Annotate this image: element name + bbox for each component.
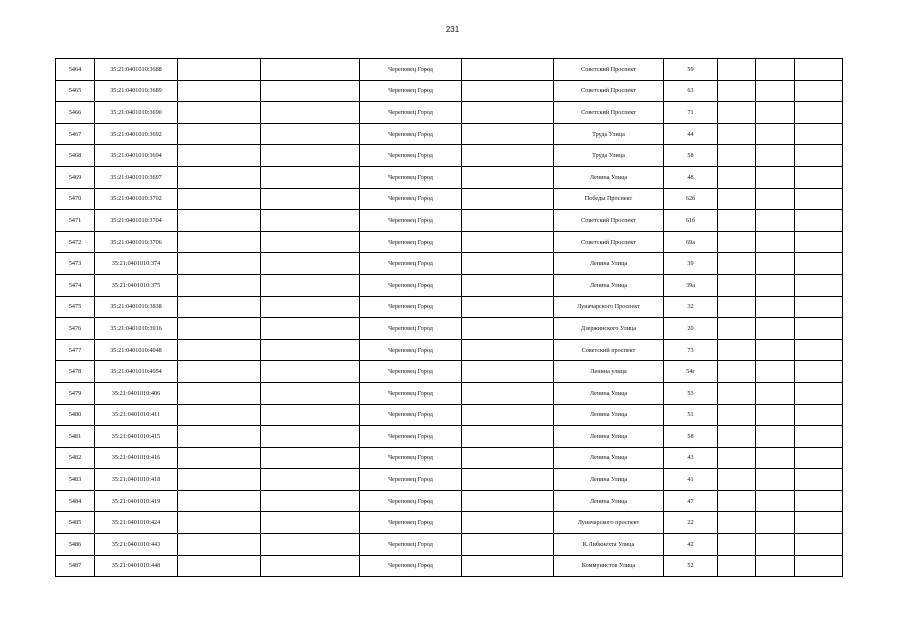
empty-cell bbox=[462, 361, 554, 383]
house-number-cell: 59 bbox=[664, 59, 718, 81]
table-row bbox=[56, 318, 843, 340]
cadastral-number-cell: 35:21:0401010:3692 bbox=[95, 123, 178, 145]
row-number-cell: 5486 bbox=[56, 534, 95, 556]
empty-cell bbox=[718, 318, 756, 340]
empty-cell bbox=[178, 210, 261, 232]
empty-cell bbox=[462, 447, 554, 469]
street-cell: К.Либкнехта Улица bbox=[554, 534, 664, 556]
city-cell: Череповец Город bbox=[360, 166, 462, 188]
city-cell: Череповец Город bbox=[360, 59, 462, 81]
row-number-cell: 5464 bbox=[56, 59, 95, 81]
row-number-cell: 5470 bbox=[56, 188, 95, 210]
street-cell: Луначарского Проспект bbox=[554, 296, 664, 318]
street-cell: Коммунистов Улица bbox=[554, 555, 664, 577]
empty-cell bbox=[718, 253, 756, 275]
empty-cell bbox=[795, 231, 843, 253]
empty-cell bbox=[795, 469, 843, 491]
empty-cell bbox=[178, 469, 261, 491]
cadastral-number-cell: 35:21:0401010:3702 bbox=[95, 188, 178, 210]
empty-cell bbox=[718, 166, 756, 188]
city-cell: Череповец Город bbox=[360, 188, 462, 210]
empty-cell bbox=[795, 512, 843, 534]
row-number-cell: 5479 bbox=[56, 382, 95, 404]
empty-cell bbox=[795, 426, 843, 448]
cadastral-number-cell: 35:21:0401010:4054 bbox=[95, 361, 178, 383]
empty-cell bbox=[261, 469, 360, 491]
empty-cell bbox=[756, 361, 795, 383]
empty-cell bbox=[178, 339, 261, 361]
empty-cell bbox=[756, 166, 795, 188]
empty-cell bbox=[178, 145, 261, 167]
city-cell: Череповец Город bbox=[360, 123, 462, 145]
empty-cell bbox=[261, 123, 360, 145]
row-number-cell: 5466 bbox=[56, 102, 95, 124]
city-cell: Череповец Город bbox=[360, 404, 462, 426]
row-number-cell: 5467 bbox=[56, 123, 95, 145]
empty-cell bbox=[261, 361, 360, 383]
empty-cell bbox=[795, 210, 843, 232]
street-cell: Победы Проспект bbox=[554, 188, 664, 210]
table-body bbox=[56, 59, 843, 577]
street-cell: Советский проспект bbox=[554, 339, 664, 361]
empty-cell bbox=[795, 123, 843, 145]
empty-cell bbox=[718, 469, 756, 491]
page-number: 231 bbox=[445, 25, 460, 34]
empty-cell bbox=[462, 188, 554, 210]
empty-cell bbox=[261, 80, 360, 102]
table-row bbox=[56, 188, 843, 210]
city-cell: Череповец Город bbox=[360, 80, 462, 102]
house-number-cell: 32 bbox=[664, 296, 718, 318]
empty-cell bbox=[795, 339, 843, 361]
row-number-cell: 5481 bbox=[56, 426, 95, 448]
empty-cell bbox=[756, 404, 795, 426]
empty-cell bbox=[178, 253, 261, 275]
street-cell: Луначарского проспект bbox=[554, 512, 664, 534]
empty-cell bbox=[462, 469, 554, 491]
row-number-cell: 5476 bbox=[56, 318, 95, 340]
house-number-cell: 73 bbox=[664, 339, 718, 361]
cadastral-number-cell: 35:21:0401010:3697 bbox=[95, 166, 178, 188]
empty-cell bbox=[718, 296, 756, 318]
city-cell: Череповец Город bbox=[360, 447, 462, 469]
street-cell: Ленина Улица bbox=[554, 426, 664, 448]
empty-cell bbox=[462, 80, 554, 102]
cadastral-number-cell: 35:21:0401010:3916 bbox=[95, 318, 178, 340]
empty-cell bbox=[756, 426, 795, 448]
empty-cell bbox=[261, 231, 360, 253]
empty-cell bbox=[718, 339, 756, 361]
empty-cell bbox=[462, 59, 554, 81]
empty-cell bbox=[718, 426, 756, 448]
cadastral-number-cell: 35:21:0401010:3694 bbox=[95, 145, 178, 167]
empty-cell bbox=[795, 534, 843, 556]
empty-cell bbox=[756, 512, 795, 534]
empty-cell bbox=[795, 274, 843, 296]
table-row bbox=[56, 490, 843, 512]
street-cell: Труда Улица bbox=[554, 123, 664, 145]
empty-cell bbox=[756, 102, 795, 124]
cadastral-number-cell: 35:21:0401010:3838 bbox=[95, 296, 178, 318]
empty-cell bbox=[462, 382, 554, 404]
city-cell: Череповец Город bbox=[360, 296, 462, 318]
empty-cell bbox=[178, 534, 261, 556]
row-number-cell: 5483 bbox=[56, 469, 95, 491]
house-number-cell: 52 bbox=[664, 555, 718, 577]
empty-cell bbox=[756, 253, 795, 275]
empty-cell bbox=[462, 210, 554, 232]
row-number-cell: 5478 bbox=[56, 361, 95, 383]
empty-cell bbox=[178, 80, 261, 102]
empty-cell bbox=[178, 274, 261, 296]
registry-table bbox=[55, 58, 843, 577]
empty-cell bbox=[718, 59, 756, 81]
empty-cell bbox=[462, 145, 554, 167]
house-number-cell: 20 bbox=[664, 318, 718, 340]
table-row bbox=[56, 274, 843, 296]
house-number-cell: 62б bbox=[664, 188, 718, 210]
house-number-cell: 43 bbox=[664, 447, 718, 469]
empty-cell bbox=[261, 426, 360, 448]
empty-cell bbox=[718, 490, 756, 512]
empty-cell bbox=[756, 274, 795, 296]
empty-cell bbox=[178, 296, 261, 318]
street-cell: Советский Проспект bbox=[554, 210, 664, 232]
empty-cell bbox=[756, 123, 795, 145]
cadastral-number-cell: 35:21:0401010:3704 bbox=[95, 210, 178, 232]
city-cell: Череповец Город bbox=[360, 274, 462, 296]
empty-cell bbox=[756, 469, 795, 491]
table-row bbox=[56, 404, 843, 426]
street-cell: Ленина Улица bbox=[554, 404, 664, 426]
empty-cell bbox=[462, 490, 554, 512]
cadastral-number-cell: 35:21:0401010:375 bbox=[95, 274, 178, 296]
empty-cell bbox=[756, 382, 795, 404]
empty-cell bbox=[261, 296, 360, 318]
city-cell: Череповец Город bbox=[360, 318, 462, 340]
empty-cell bbox=[462, 102, 554, 124]
row-number-cell: 5473 bbox=[56, 253, 95, 275]
empty-cell bbox=[718, 188, 756, 210]
empty-cell bbox=[756, 145, 795, 167]
empty-cell bbox=[756, 59, 795, 81]
cadastral-number-cell: 35:21:0401010:406 bbox=[95, 382, 178, 404]
cadastral-number-cell: 35:21:0401010:3689 bbox=[95, 80, 178, 102]
table-row bbox=[56, 555, 843, 577]
table-row bbox=[56, 59, 843, 81]
street-cell: Советский Проспект bbox=[554, 102, 664, 124]
table-row bbox=[56, 166, 843, 188]
house-number-cell: 54г bbox=[664, 361, 718, 383]
empty-cell bbox=[462, 512, 554, 534]
city-cell: Череповец Город bbox=[360, 210, 462, 232]
street-cell: Ленина Улица bbox=[554, 490, 664, 512]
empty-cell bbox=[462, 166, 554, 188]
street-cell: Советский Проспект bbox=[554, 231, 664, 253]
empty-cell bbox=[756, 80, 795, 102]
cadastral-number-cell: 35:21:0401010:424 bbox=[95, 512, 178, 534]
empty-cell bbox=[795, 102, 843, 124]
table-row bbox=[56, 339, 843, 361]
cadastral-number-cell: 35:21:0401010:419 bbox=[95, 490, 178, 512]
table-row bbox=[56, 102, 843, 124]
empty-cell bbox=[795, 296, 843, 318]
house-number-cell: 63 bbox=[664, 80, 718, 102]
cadastral-number-cell: 35:21:0401010:4048 bbox=[95, 339, 178, 361]
empty-cell bbox=[462, 404, 554, 426]
empty-cell bbox=[718, 361, 756, 383]
empty-cell bbox=[795, 382, 843, 404]
empty-cell bbox=[718, 80, 756, 102]
city-cell: Череповец Город bbox=[360, 382, 462, 404]
street-cell: Ленина Улица bbox=[554, 253, 664, 275]
empty-cell bbox=[795, 447, 843, 469]
empty-cell bbox=[462, 274, 554, 296]
empty-cell bbox=[261, 512, 360, 534]
empty-cell bbox=[178, 404, 261, 426]
empty-cell bbox=[795, 555, 843, 577]
city-cell: Череповец Город bbox=[360, 339, 462, 361]
row-number-cell: 5482 bbox=[56, 447, 95, 469]
table-row bbox=[56, 382, 843, 404]
empty-cell bbox=[795, 166, 843, 188]
street-cell: Ленина Улица bbox=[554, 382, 664, 404]
empty-cell bbox=[462, 426, 554, 448]
cadastral-number-cell: 35:21:0401010:3690 bbox=[95, 102, 178, 124]
empty-cell bbox=[756, 318, 795, 340]
row-number-cell: 5469 bbox=[56, 166, 95, 188]
empty-cell bbox=[795, 59, 843, 81]
empty-cell bbox=[178, 361, 261, 383]
table-row bbox=[56, 447, 843, 469]
empty-cell bbox=[178, 231, 261, 253]
empty-cell bbox=[261, 145, 360, 167]
table-row bbox=[56, 253, 843, 275]
house-number-cell: 39 bbox=[664, 253, 718, 275]
empty-cell bbox=[718, 102, 756, 124]
empty-cell bbox=[261, 318, 360, 340]
row-number-cell: 5472 bbox=[56, 231, 95, 253]
city-cell: Череповец Город bbox=[360, 102, 462, 124]
empty-cell bbox=[795, 145, 843, 167]
empty-cell bbox=[178, 102, 261, 124]
empty-cell bbox=[462, 123, 554, 145]
empty-cell bbox=[795, 188, 843, 210]
empty-cell bbox=[718, 382, 756, 404]
empty-cell bbox=[718, 404, 756, 426]
house-number-cell: 71 bbox=[664, 102, 718, 124]
city-cell: Череповец Город bbox=[360, 555, 462, 577]
city-cell: Череповец Город bbox=[360, 231, 462, 253]
empty-cell bbox=[261, 382, 360, 404]
empty-cell bbox=[462, 318, 554, 340]
table-row bbox=[56, 469, 843, 491]
empty-cell bbox=[795, 80, 843, 102]
empty-cell bbox=[178, 490, 261, 512]
house-number-cell: 58 bbox=[664, 145, 718, 167]
row-number-cell: 5465 bbox=[56, 80, 95, 102]
empty-cell bbox=[261, 490, 360, 512]
empty-cell bbox=[261, 555, 360, 577]
row-number-cell: 5484 bbox=[56, 490, 95, 512]
empty-cell bbox=[261, 210, 360, 232]
row-number-cell: 5468 bbox=[56, 145, 95, 167]
house-number-cell: 48 bbox=[664, 166, 718, 188]
house-number-cell: 39а bbox=[664, 274, 718, 296]
empty-cell bbox=[178, 188, 261, 210]
empty-cell bbox=[178, 555, 261, 577]
house-number-cell: 69а bbox=[664, 231, 718, 253]
empty-cell bbox=[756, 210, 795, 232]
cadastral-number-cell: 35:21:0401010:3706 bbox=[95, 231, 178, 253]
city-cell: Череповец Город bbox=[360, 361, 462, 383]
street-cell: Ленина Улица bbox=[554, 469, 664, 491]
city-cell: Череповец Город bbox=[360, 469, 462, 491]
empty-cell bbox=[756, 339, 795, 361]
table-row bbox=[56, 210, 843, 232]
cadastral-number-cell: 35:21:0401010:3688 bbox=[95, 59, 178, 81]
row-number-cell: 5477 bbox=[56, 339, 95, 361]
table-row bbox=[56, 426, 843, 448]
empty-cell bbox=[756, 490, 795, 512]
empty-cell bbox=[178, 166, 261, 188]
house-number-cell: 47 bbox=[664, 490, 718, 512]
empty-cell bbox=[178, 447, 261, 469]
empty-cell bbox=[718, 512, 756, 534]
empty-cell bbox=[718, 447, 756, 469]
empty-cell bbox=[718, 534, 756, 556]
street-cell: Труда Улица bbox=[554, 145, 664, 167]
row-number-cell: 5480 bbox=[56, 404, 95, 426]
empty-cell bbox=[756, 231, 795, 253]
empty-cell bbox=[462, 534, 554, 556]
empty-cell bbox=[261, 166, 360, 188]
city-cell: Череповец Город bbox=[360, 534, 462, 556]
street-cell: Советский Проспект bbox=[554, 59, 664, 81]
city-cell: Череповец Город bbox=[360, 426, 462, 448]
empty-cell bbox=[718, 231, 756, 253]
empty-cell bbox=[178, 123, 261, 145]
empty-cell bbox=[261, 253, 360, 275]
house-number-cell: 51 bbox=[664, 404, 718, 426]
row-number-cell: 5485 bbox=[56, 512, 95, 534]
cadastral-number-cell: 35:21:0401010:374 bbox=[95, 253, 178, 275]
house-number-cell: 44 bbox=[664, 123, 718, 145]
empty-cell bbox=[178, 382, 261, 404]
empty-cell bbox=[795, 404, 843, 426]
street-cell: Дзержинского Улица bbox=[554, 318, 664, 340]
house-number-cell: 22 bbox=[664, 512, 718, 534]
empty-cell bbox=[462, 253, 554, 275]
table-row bbox=[56, 361, 843, 383]
empty-cell bbox=[178, 318, 261, 340]
cadastral-number-cell: 35:21:0401010:448 bbox=[95, 555, 178, 577]
empty-cell bbox=[756, 447, 795, 469]
empty-cell bbox=[718, 123, 756, 145]
house-number-cell: 53 bbox=[664, 382, 718, 404]
empty-cell bbox=[718, 555, 756, 577]
house-number-cell: 61б bbox=[664, 210, 718, 232]
empty-cell bbox=[756, 555, 795, 577]
empty-cell bbox=[261, 534, 360, 556]
city-cell: Череповец Город bbox=[360, 512, 462, 534]
table-row bbox=[56, 80, 843, 102]
cadastral-number-cell: 35:21:0401010:416 bbox=[95, 447, 178, 469]
empty-cell bbox=[756, 296, 795, 318]
table-row bbox=[56, 534, 843, 556]
empty-cell bbox=[178, 59, 261, 81]
empty-cell bbox=[178, 426, 261, 448]
empty-cell bbox=[756, 188, 795, 210]
cadastral-number-cell: 35:21:0401010:443 bbox=[95, 534, 178, 556]
street-cell: Ленина Улица bbox=[554, 447, 664, 469]
empty-cell bbox=[261, 188, 360, 210]
empty-cell bbox=[261, 59, 360, 81]
empty-cell bbox=[756, 534, 795, 556]
street-cell: Ленина улица bbox=[554, 361, 664, 383]
table-row bbox=[56, 123, 843, 145]
table-row bbox=[56, 145, 843, 167]
street-cell: Ленина Улица bbox=[554, 274, 664, 296]
empty-cell bbox=[261, 102, 360, 124]
table-row bbox=[56, 512, 843, 534]
house-number-cell: 41 bbox=[664, 469, 718, 491]
house-number-cell: 42 bbox=[664, 534, 718, 556]
city-cell: Череповец Город bbox=[360, 490, 462, 512]
row-number-cell: 5471 bbox=[56, 210, 95, 232]
cadastral-number-cell: 35:21:0401010:411 bbox=[95, 404, 178, 426]
cadastral-number-cell: 35:21:0401010:415 bbox=[95, 426, 178, 448]
table-row bbox=[56, 296, 843, 318]
row-number-cell: 5474 bbox=[56, 274, 95, 296]
city-cell: Череповец Город bbox=[360, 253, 462, 275]
empty-cell bbox=[261, 274, 360, 296]
empty-cell bbox=[795, 490, 843, 512]
empty-cell bbox=[718, 274, 756, 296]
empty-cell bbox=[462, 296, 554, 318]
empty-cell bbox=[462, 231, 554, 253]
empty-cell bbox=[795, 318, 843, 340]
empty-cell bbox=[261, 447, 360, 469]
empty-cell bbox=[261, 339, 360, 361]
empty-cell bbox=[462, 339, 554, 361]
empty-cell bbox=[462, 555, 554, 577]
empty-cell bbox=[178, 512, 261, 534]
empty-cell bbox=[795, 361, 843, 383]
empty-cell bbox=[718, 145, 756, 167]
house-number-cell: 58 bbox=[664, 426, 718, 448]
street-cell: Ленина Улица bbox=[554, 166, 664, 188]
row-number-cell: 5475 bbox=[56, 296, 95, 318]
cadastral-number-cell: 35:21:0401010:418 bbox=[95, 469, 178, 491]
city-cell: Череповец Город bbox=[360, 145, 462, 167]
empty-cell bbox=[718, 210, 756, 232]
empty-cell bbox=[261, 404, 360, 426]
row-number-cell: 5487 bbox=[56, 555, 95, 577]
street-cell: Советский Проспект bbox=[554, 80, 664, 102]
empty-cell bbox=[795, 253, 843, 275]
table-row bbox=[56, 231, 843, 253]
